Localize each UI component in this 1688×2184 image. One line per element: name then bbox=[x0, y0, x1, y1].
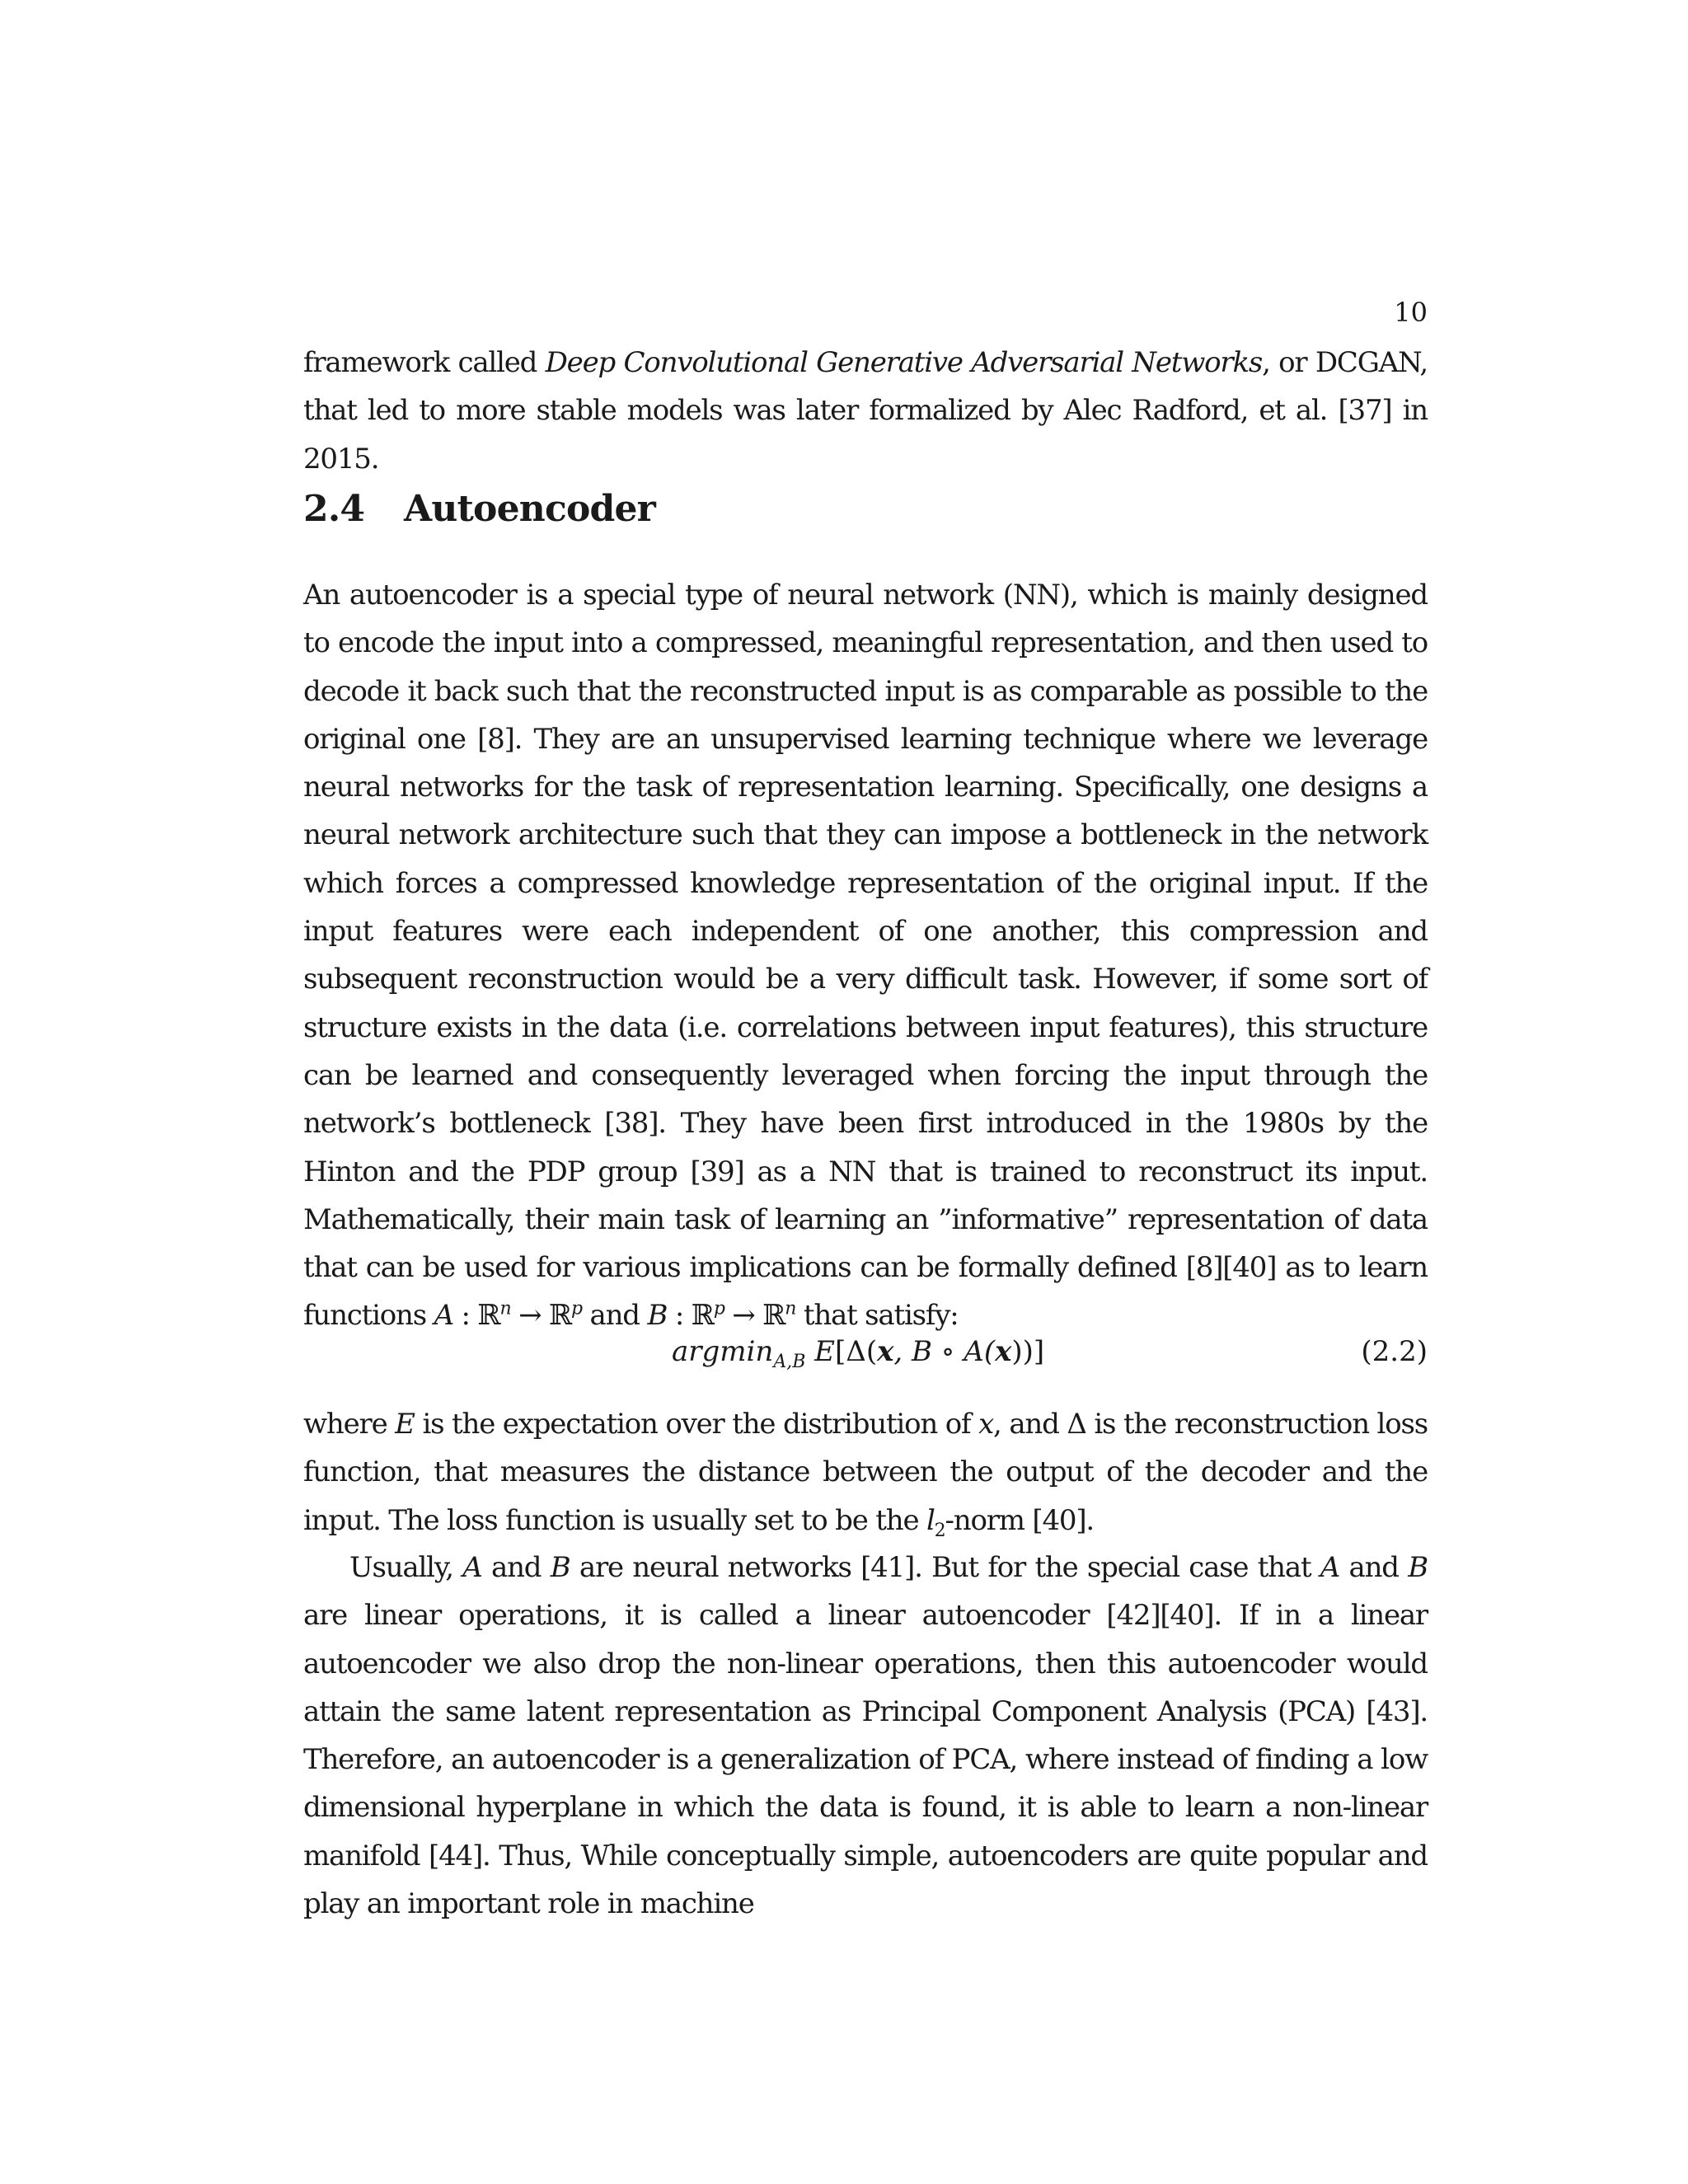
section-number: 2.4 bbox=[303, 488, 365, 530]
paragraph-autoencoder-definition bbox=[303, 571, 1428, 1340]
intro-prefix: framework called bbox=[303, 346, 546, 379]
p2-l-sub: 2 bbox=[934, 1520, 945, 1541]
equation-formula bbox=[672, 1335, 1045, 1372]
p3-b1: B bbox=[550, 1551, 570, 1584]
p2-text-1: where bbox=[303, 1408, 396, 1441]
equation-number: (2.2) bbox=[1361, 1335, 1428, 1368]
eq-argmin: argmin bbox=[672, 1335, 774, 1368]
func-b-codomain-exp: n bbox=[785, 1299, 796, 1320]
paragraph1-text: An autoencoder is a special type of neural network (NN), which is mainly designed to encode the input into a compressed, meaningful representation, and then used to decode it back such that the reconstructed input is as comparable as possible to the original one [8]. They are an unsupervised learning technique where we leverage neural networks for the task of representation learning. Specifically, one designs a neural network architecture such that they can impose a bottleneck in the network which forces a compressed knowledge representation of the original input. If the input features were each independent of one another, this compression and subsequent reconstruction would be a very difficult task. However, if some sort of structure exists in the data (i.e. correlations between input features), this structure can be learned and consequently leveraged when forcing the input through the network’s bottleneck [38]. They have been first introduced in the 1980s by the Hinton and the PDP group [39] as a NN that is trained to reconstruct its input. Mathematically, their main task of learning an ”informative” representation of data that can be used for various implications can be formally defined [8][40] as to learn functions bbox=[303, 579, 1428, 1333]
func-a-domain: : ℝ bbox=[452, 1299, 500, 1333]
p3-text-4: and bbox=[1339, 1551, 1409, 1584]
func-a-domain-exp: n bbox=[499, 1299, 511, 1320]
eq-middle: , B ∘ A( bbox=[893, 1335, 996, 1368]
and-word: and bbox=[581, 1299, 648, 1333]
p2-text-4: -norm [40]. bbox=[945, 1503, 1095, 1537]
eq-x2: x bbox=[995, 1335, 1012, 1368]
eq-open: [Δ( bbox=[835, 1335, 878, 1368]
p3-b2: B bbox=[1408, 1551, 1428, 1584]
p2-x: x bbox=[978, 1408, 994, 1441]
equation-2-2 bbox=[303, 1335, 1428, 1385]
eq-expectation: E bbox=[805, 1335, 836, 1368]
func-b-domain-exp: p bbox=[713, 1299, 724, 1320]
func-a-arrow: → ℝ bbox=[510, 1299, 572, 1333]
func-a: A bbox=[434, 1299, 453, 1333]
paragraph1-tail: that satisfy: bbox=[795, 1299, 959, 1333]
eq-subscript: A,B bbox=[773, 1351, 806, 1372]
p3-a2: A bbox=[1320, 1551, 1340, 1584]
func-b-domain: : ℝ bbox=[667, 1299, 714, 1333]
p3-text-2: and bbox=[481, 1551, 551, 1584]
p2-l: l bbox=[926, 1503, 935, 1537]
p3-text-3: are neural networks [41]. But for the special case that bbox=[570, 1551, 1320, 1584]
paragraph-expectation bbox=[303, 1400, 1428, 1544]
p3-text-1: Usually, bbox=[349, 1551, 463, 1584]
func-a-codomain-exp: p bbox=[571, 1299, 582, 1320]
intro-paragraph bbox=[303, 339, 1428, 483]
page-number: 10 bbox=[1394, 297, 1428, 328]
eq-x1: x bbox=[877, 1335, 894, 1368]
intro-italic-title: Deep Convolutional Generative Adversarial Networks bbox=[545, 346, 1263, 379]
p2-text-2: is the expectation over the distribution of bbox=[414, 1408, 979, 1441]
section-title: Autoencoder bbox=[404, 488, 656, 530]
p2-e: E bbox=[395, 1408, 415, 1441]
p3-a1: A bbox=[462, 1551, 482, 1584]
intro-suffix: , or DCGAN, that led to more stable models was later formalized by Alec Radford, et al. [37] in 2015. bbox=[303, 346, 1428, 476]
p3-text-5: are linear operations, it is called a linear autoencoder [42][40]. If in a linear autoencoder we also drop the non-linear operations, then this autoencoder would attain the same latent representation as Principal Component Analysis (PCA) [43]. Therefore, an autoencoder is a generalization of PCA, where instead of finding a low dimensional hyperplane in which the data is found, it is able to learn a non-linear manifold [44]. Thus, While conceptually simple, autoencoders are quite popular and play an important role in machine bbox=[303, 1599, 1428, 1921]
func-b-arrow: → ℝ bbox=[724, 1299, 785, 1333]
p2-text-3: , and Δ is the reconstruction loss function, that measures the distance between the output of the decoder and the input. The loss function is usually set to be the bbox=[303, 1408, 1428, 1537]
section-heading bbox=[303, 488, 655, 530]
func-b: B bbox=[647, 1299, 668, 1333]
paragraph-linear-autoencoder bbox=[303, 1544, 1428, 1928]
eq-close: ))] bbox=[1011, 1335, 1045, 1368]
